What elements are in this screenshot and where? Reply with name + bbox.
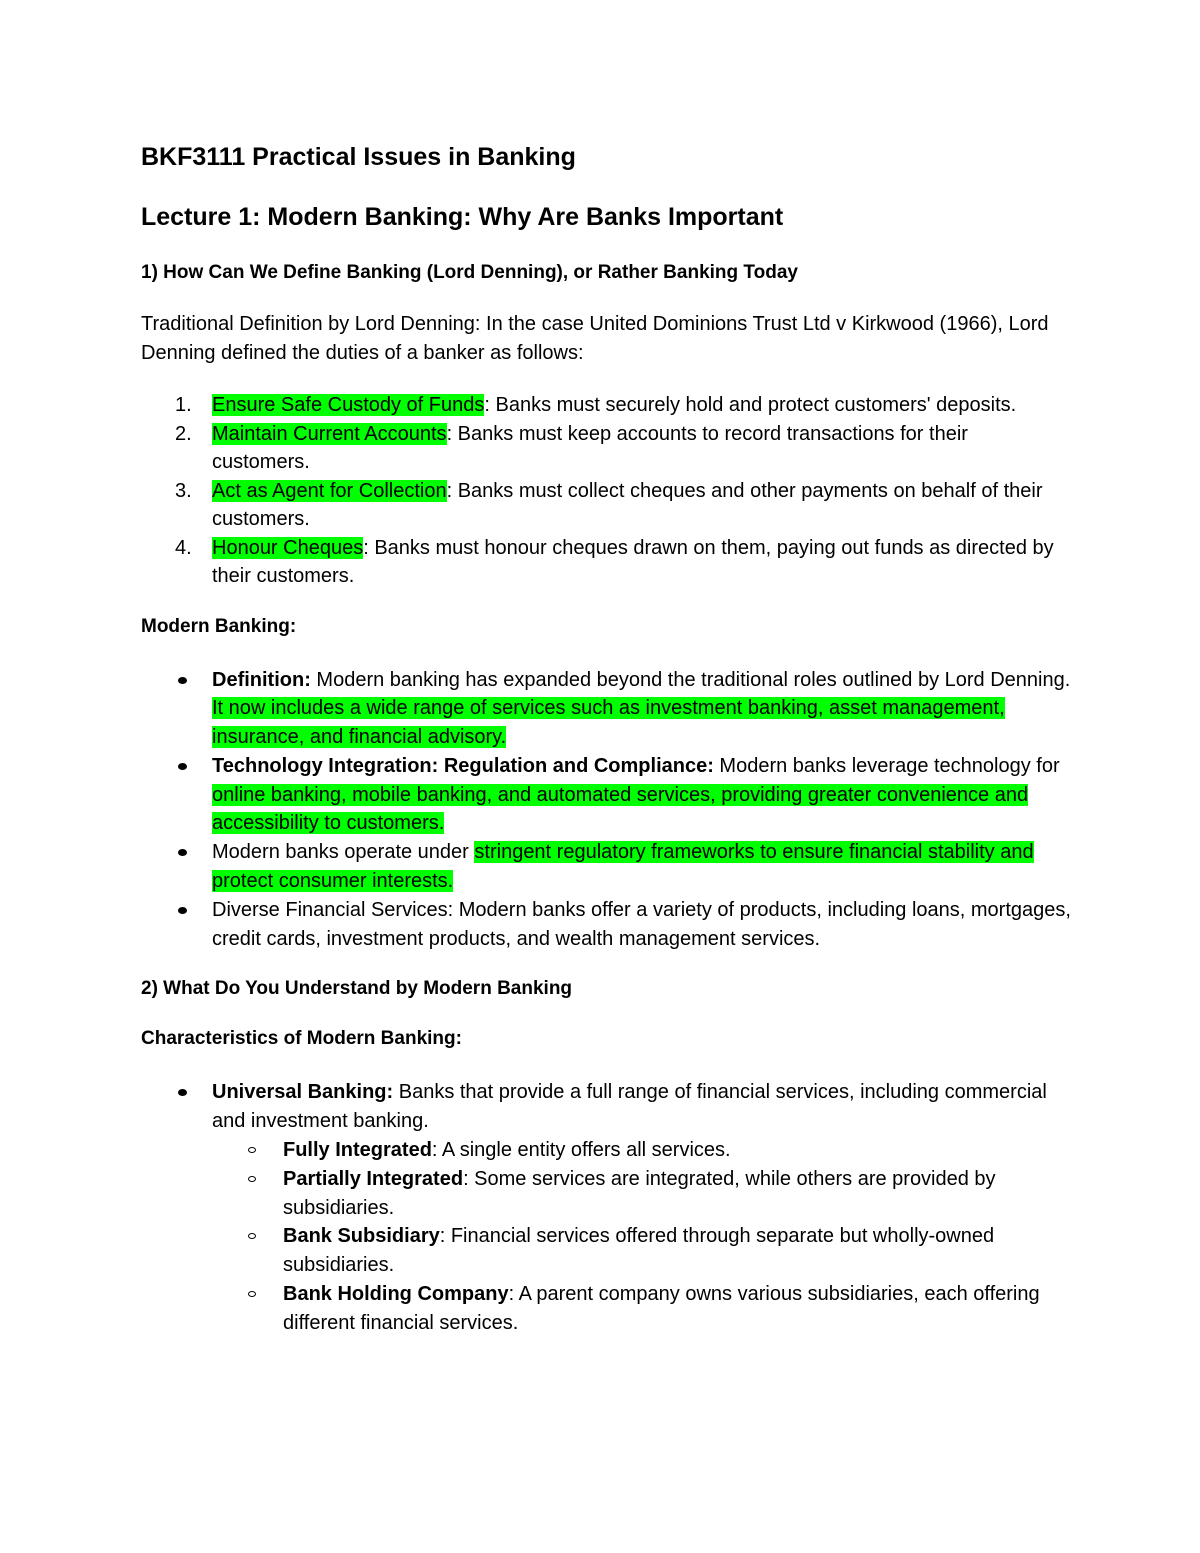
sublist-label: Partially Integrated bbox=[283, 1167, 464, 1190]
bullet-text: Modern banking has expanded beyond the traditional roles outlined by Lord Denning. bbox=[310, 668, 1071, 691]
sublist-item bbox=[212, 1280, 1071, 1338]
sublist-label: Bank Subsidiary bbox=[283, 1225, 440, 1248]
hollow-bullet-icon bbox=[248, 1147, 256, 1153]
list-item bbox=[141, 534, 1071, 591]
bullet-icon bbox=[178, 677, 187, 684]
list-item-text: : Banks must collect cheques and other payments on behalf of their customers. bbox=[212, 479, 1043, 530]
modern-banking-heading: Modern Banking: bbox=[141, 615, 297, 637]
list-item bbox=[141, 666, 1071, 752]
traditional-definition-paragraph: Traditional Definition by Lord Denning: In the case United Dominions Trust Ltd v Kirkwood (1966), Lord Denning defined the duties of a banker as follows: bbox=[141, 313, 1049, 364]
document-page bbox=[141, 140, 1071, 1361]
question-1-heading: 1) How Can We Define Banking (Lord Denning), or Rather Banking Today bbox=[141, 262, 798, 283]
banker-duties-list bbox=[141, 391, 1071, 591]
bullet-icon bbox=[178, 1089, 187, 1096]
highlighted-term: Maintain Current Accounts bbox=[212, 422, 447, 445]
bullet-label: Definition: bbox=[212, 668, 311, 691]
lecture-title: Lecture 1: Modern Banking: Why Are Banks Important bbox=[141, 203, 784, 231]
list-number: 2. bbox=[175, 422, 192, 445]
modern-banking-list bbox=[141, 666, 1071, 954]
list-item bbox=[141, 420, 1071, 477]
universal-banking-sublist bbox=[212, 1136, 1071, 1338]
list-item bbox=[141, 838, 1071, 896]
highlighted-text: online banking, mobile banking, and automated services, providing greater convenience and accessibility to customers. bbox=[212, 783, 1029, 835]
sublist-text: : Some services are integrated, while others are provided by subsidiaries. bbox=[283, 1167, 996, 1219]
hollow-bullet-icon bbox=[248, 1176, 256, 1182]
bullet-icon bbox=[178, 763, 187, 770]
list-item bbox=[141, 477, 1071, 534]
characteristics-list bbox=[141, 1078, 1071, 1337]
question-2-heading: 2) What Do You Understand by Modern Banking bbox=[141, 978, 573, 1000]
highlighted-text: It now includes a wide range of services such as investment banking, asset management, insurance, and financial advisory. bbox=[212, 697, 1005, 749]
highlighted-term: Act as Agent for Collection bbox=[212, 479, 447, 502]
characteristics-heading: Characteristics of Modern Banking: bbox=[141, 1028, 462, 1050]
document-title: BKF3111 Practical Issues in Banking bbox=[141, 143, 576, 171]
bullet-text: Modern banks leverage technology for bbox=[713, 754, 1060, 777]
bullet-text: Modern banks operate under bbox=[212, 841, 475, 864]
bullet-icon bbox=[178, 907, 187, 914]
hollow-bullet-icon bbox=[248, 1291, 256, 1297]
list-item bbox=[141, 752, 1071, 838]
bullet-text: Diverse Financial Services: Modern banks offer a variety of products, including loans, mortgages, credit cards, investment products, and wealth management services. bbox=[212, 898, 1071, 950]
sublist-item bbox=[212, 1136, 1071, 1165]
sublist-text: : A single entity offers all services. bbox=[431, 1139, 731, 1162]
sublist-text: : Financial services offered through separate but wholly-owned subsidiaries. bbox=[283, 1225, 995, 1277]
list-item-text: : Banks must keep accounts to record transactions for their customers. bbox=[212, 422, 968, 473]
list-item bbox=[141, 391, 1071, 420]
highlighted-term: Honour Cheques bbox=[212, 536, 364, 559]
sublist-item bbox=[212, 1165, 1071, 1223]
bullet-label: Universal Banking: bbox=[212, 1081, 394, 1104]
list-item-text: : Banks must securely hold and protect customers' deposits. bbox=[484, 394, 1017, 416]
sublist-label: Fully Integrated bbox=[283, 1139, 432, 1162]
list-number: 1. bbox=[175, 394, 192, 416]
list-item bbox=[141, 896, 1071, 954]
list-number: 4. bbox=[175, 536, 192, 559]
list-number: 3. bbox=[175, 479, 192, 502]
hollow-bullet-icon bbox=[248, 1233, 256, 1239]
list-item-text: : Banks must honour cheques drawn on them, paying out funds as directed by their customers. bbox=[212, 536, 1054, 587]
sublist-item bbox=[212, 1222, 1071, 1280]
highlighted-text: stringent regulatory frameworks to ensure financial stability and protect consumer interests. bbox=[212, 841, 1034, 893]
bullet-icon bbox=[178, 849, 187, 856]
bullet-label: Technology Integration: Regulation and Compliance: bbox=[212, 754, 714, 777]
bullet-text: Banks that provide a full range of financial services, including commercial and investment banking. bbox=[212, 1081, 1047, 1133]
list-item bbox=[141, 1078, 1071, 1337]
sublist-label: Bank Holding Company bbox=[283, 1283, 509, 1306]
highlighted-term: Ensure Safe Custody of Funds bbox=[212, 394, 485, 416]
sublist-text: : A parent company owns various subsidiaries, each offering different financial services. bbox=[283, 1283, 1040, 1334]
